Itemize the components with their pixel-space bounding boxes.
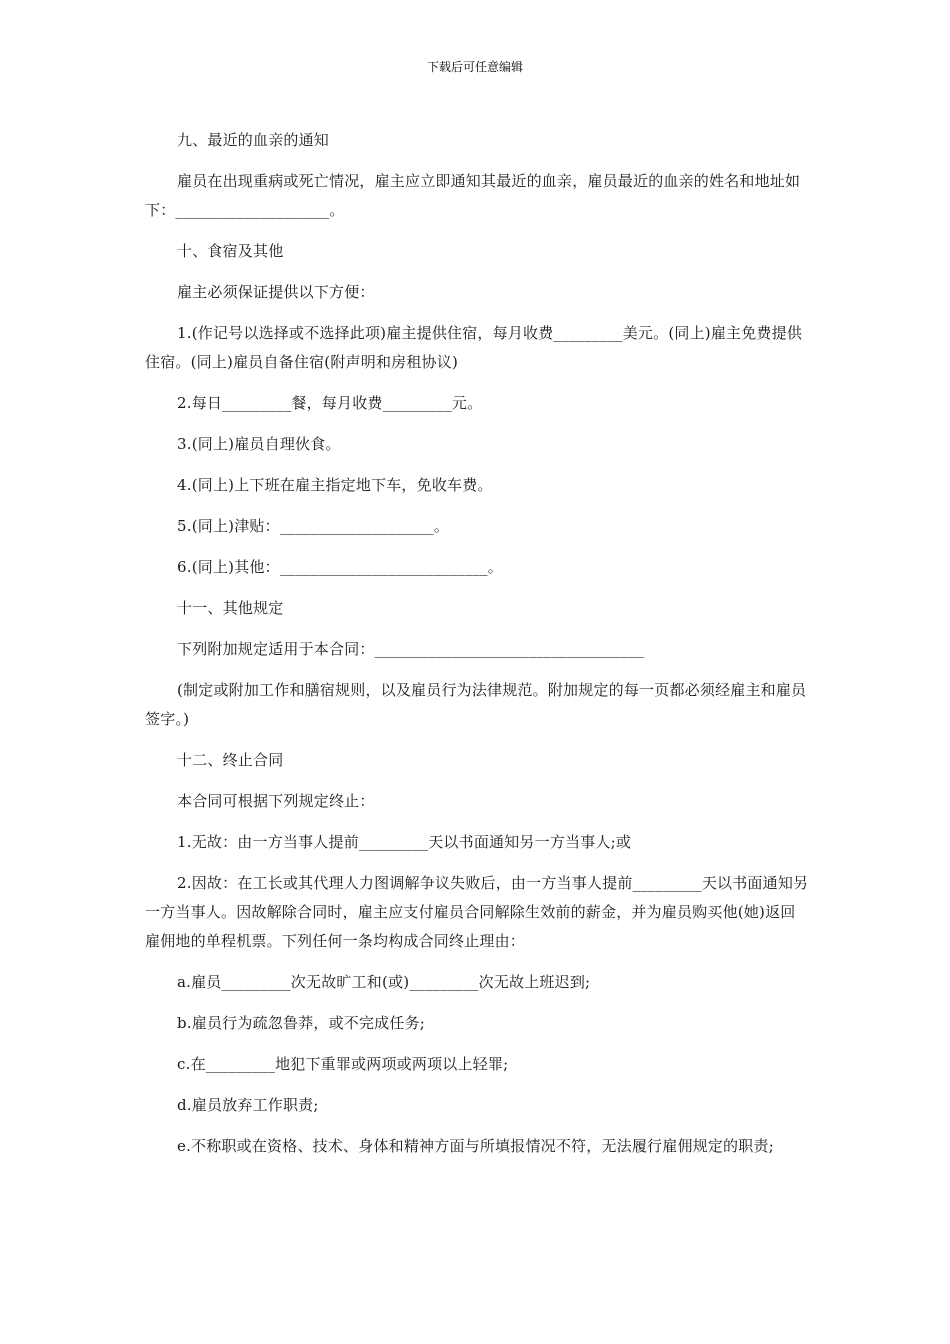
paragraph: 雇员在出现重病或死亡情况，雇主应立即通知其最近的血亲，雇员最近的血亲的姓名和地址如下：____________________。 [145, 172, 801, 219]
paragraph: 本合同可根据下列规定终止： [177, 792, 375, 810]
section-heading-12: 十二、终止合同 [177, 751, 284, 769]
list-item: 6.(同上)其他：___________________________。 [177, 558, 503, 576]
list-item: 2.因故：在工长或其代理人力图调解争议失败后，由一方当事人提前_________天以书面通知另一方当事人。因故解除合同时，雇主应支付雇员合同解除生效前的薪金，并为雇员购买他(她)返回雇佣地的单程机票。下列任何一条均构成合同终止理由： [145, 874, 809, 950]
list-item: 2.每日_________餐，每月收费_________元。 [177, 394, 483, 412]
list-item: e.不称职或在资格、技术、身体和精神方面与所填报情况不符，无法履行雇佣规定的职责; [177, 1137, 774, 1155]
document-body [145, 126, 810, 1173]
paragraph: (制定或附加工作和膳宿规则，以及雇员行为法律规范。附加规定的每一页都必须经雇主和雇员签字。) [145, 681, 807, 728]
list-item: 1.(作记号以选择或不选择此项)雇主提供住宿，每月收费_________美元。(同上)雇主免费提供住宿。(同上)雇员自备住宿(附声明和房租协议) [145, 324, 803, 371]
paragraph: 下列附加规定适用于本合同：___________________________________ [177, 640, 645, 658]
list-item: 1.无故：由一方当事人提前_________天以书面通知另一方当事人;或 [177, 833, 632, 851]
list-item: 4.(同上)上下班在雇主指定地下车，免收车费。 [177, 476, 493, 494]
list-item: 5.(同上)津贴：____________________。 [177, 517, 450, 535]
list-item: 3.(同上)雇员自理伙食。 [177, 435, 341, 453]
list-item: a.雇员_________次无故旷工和(或)_________次无故上班迟到; [177, 973, 591, 991]
section-heading-9: 九、最近的血亲的通知 [177, 131, 330, 149]
section-heading-11: 十一、其他规定 [177, 599, 284, 617]
section-heading-10: 十、食宿及其他 [177, 242, 284, 260]
page-header: 下载后可任意编辑 [426, 60, 523, 74]
list-item: d.雇员放弃工作职责; [177, 1096, 319, 1114]
list-item: b.雇员行为疏忽鲁莽，或不完成任务; [177, 1014, 426, 1032]
paragraph: 雇主必须保证提供以下方便： [177, 283, 375, 301]
list-item: c.在_________地犯下重罪或两项或两项以上轻罪; [177, 1055, 509, 1073]
